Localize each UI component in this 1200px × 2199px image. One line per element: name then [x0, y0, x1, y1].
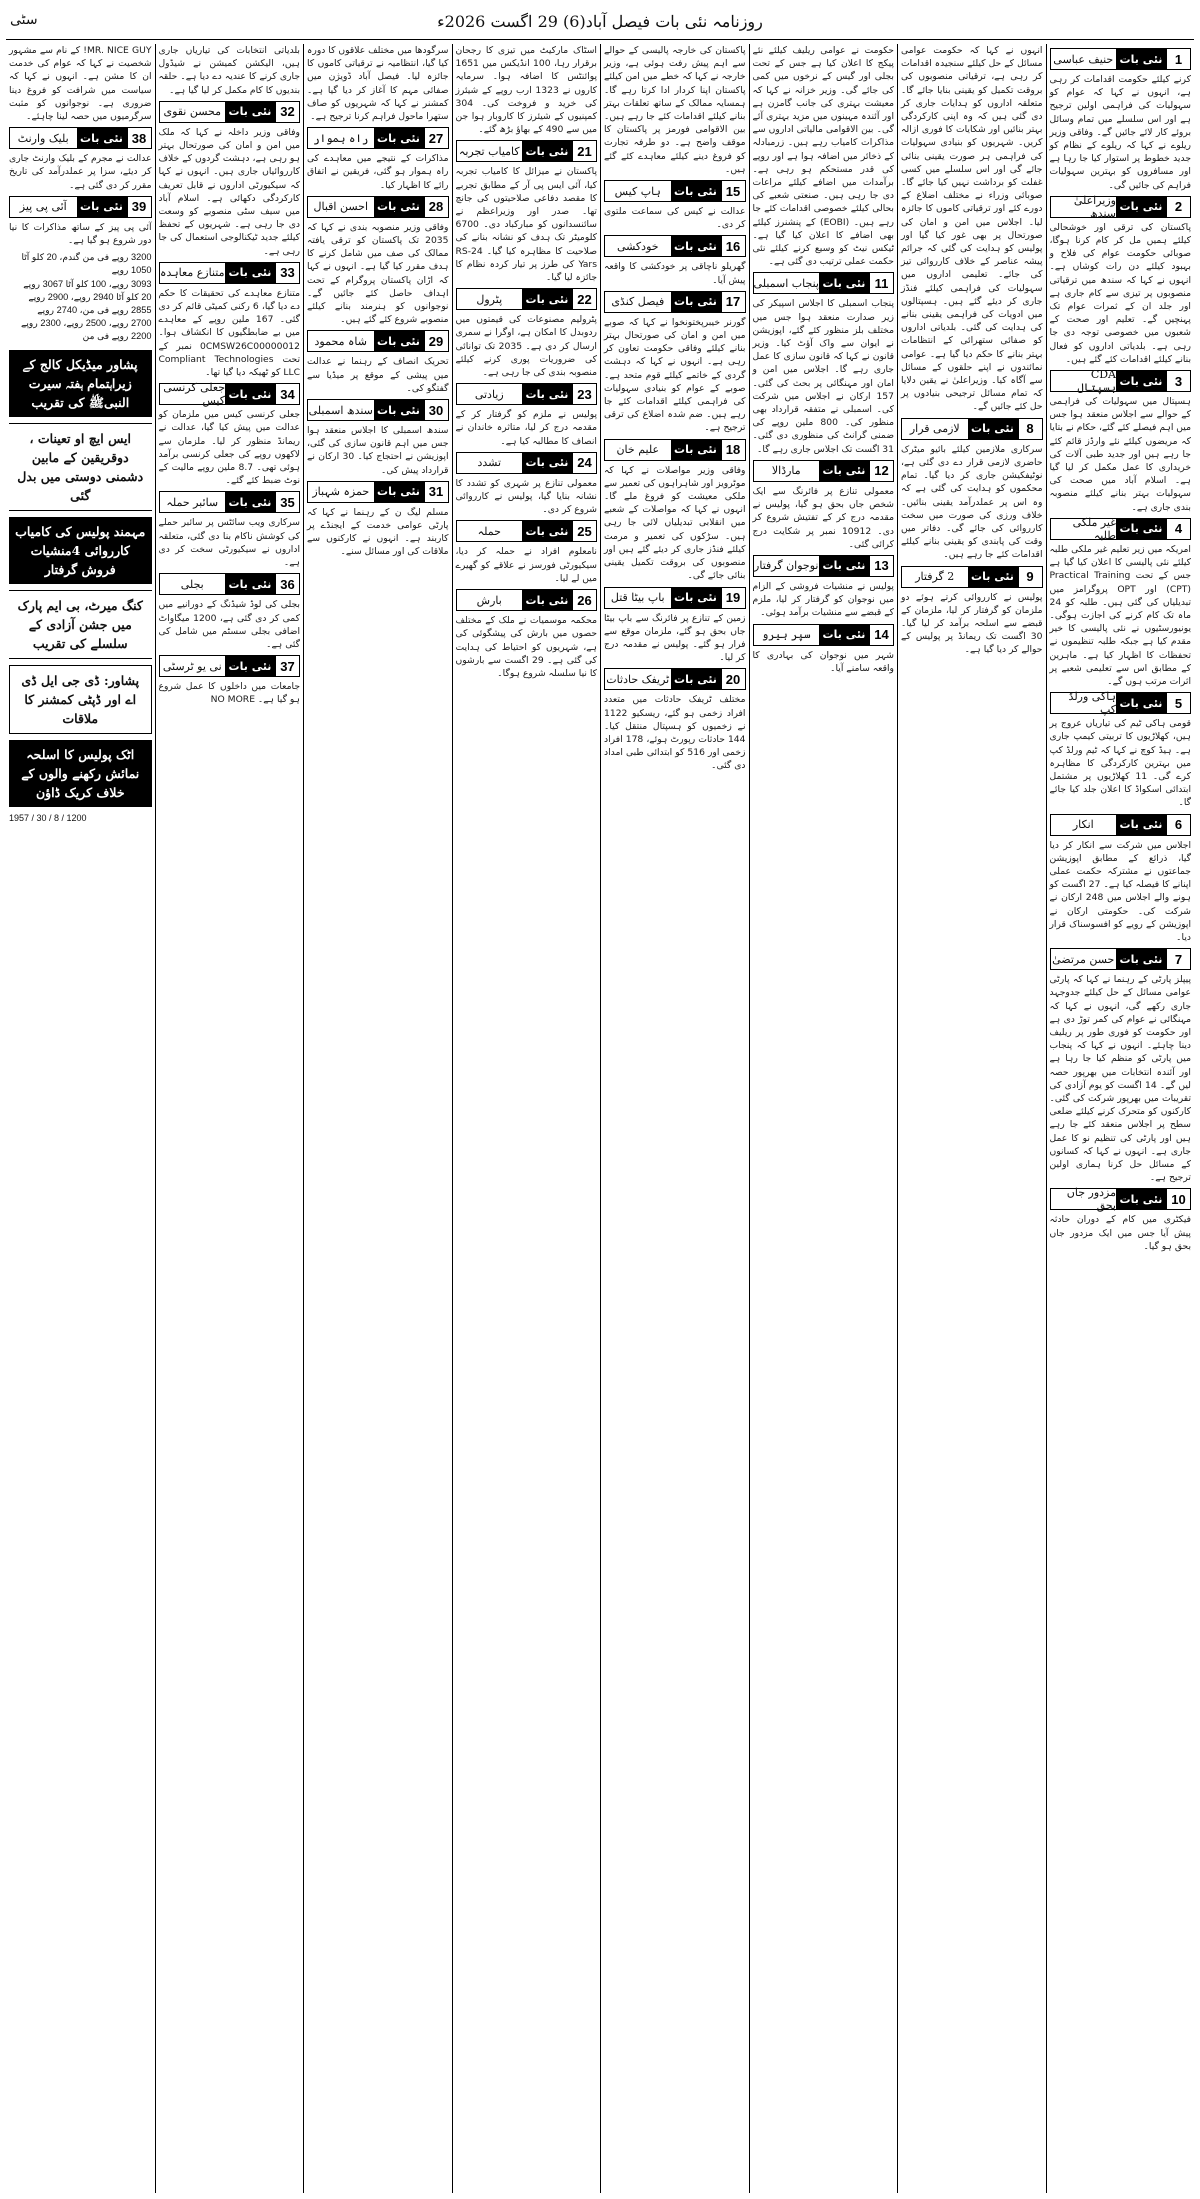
news-item-number: 3: [1166, 371, 1190, 391]
news-item-number: 1: [1166, 49, 1190, 69]
news-item: [456, 44, 598, 136]
news-item: [753, 44, 895, 268]
rate-line: 3200 روپے فی من گندم، 20 کلو آٹا 1050 روپے: [21, 252, 152, 276]
brand-label: نئی بات: [374, 197, 424, 217]
news-item-title: پٹرول: [476, 292, 503, 306]
news-item-body: متنازع معاہدے کی تحقیقات کا حکم دے دیا گیا، 6 رکنی کمیٹی قائم کر دی گئی۔ 167 ملین روپے کے معاہدے میں بے ضابطگیوں کا انکشاف ہوا۔ 0CMSW26C00000012 نمبر کے تحت Compliant Technologies LLC کو ٹھیکہ دیا گیا تھا۔: [158, 287, 300, 379]
brand-label: نئی بات: [819, 625, 869, 645]
news-item-title: نی یو ٹرسٹی: [162, 659, 222, 673]
news-item-title: آئی پی پیز: [19, 200, 67, 214]
brand-label: نئی بات: [522, 289, 572, 309]
news-item-body: پاکستان کی خارجہ پالیسی کے حوالے سے اہم پیش رفت ہوئی ہے، وزیر خارجہ نے کہا کہ خطے میں امن کیلئے پاکستان اپنا کردار ادا کرتا رہے گا۔ ہمسایہ ممالک کے ساتھ تعلقات بہتر بنانے کیلئے اقدامات کئے جا رہے ہیں۔ بین الاقوامی فورمز پر پاکستان کا موقف واضح ہے۔ دو طرفہ تجارت کو فروغ دینے کیلئے معاہدے کئے گئے ہیں۔: [604, 45, 746, 175]
news-item-title: فیصل کنڈی: [611, 295, 665, 309]
news-item: [1049, 515, 1192, 688]
side-headline: مہمند پولیس کی کامیاب کارروائی 4منشیات فروش گرفتار: [9, 517, 152, 584]
news-item: [1049, 193, 1192, 366]
news-item-title: ہاکی ورلڈ کپ: [1068, 690, 1116, 717]
news-item-title: شاہ محمود: [314, 334, 367, 348]
news-item-title: بارش: [476, 593, 502, 607]
news-item-number: 13: [869, 556, 893, 576]
news-item-header: [1050, 48, 1192, 70]
news-item-body: پاکستان کی ترقی اور خوشحالی کیلئے ہمیں مل کر کام کرنا ہوگا، صوبائی حکومت عوام کی فلاح و بہبود کیلئے دن رات کوشاں ہے۔ انہوں نے کہا کہ سندھ میں ترقیاتی منصوبوں پر تیزی سے کام جاری ہے اور جلد ان کے ثمرات عوام تک پہنچیں گے۔ تعلیم اور صحت کے شعبوں میں خصوصی توجہ دی جا رہی ہے۔ بلدیاتی اداروں کو فعال بنانے کیلئے اقدامات کئے گئے ہیں۔: [1049, 221, 1191, 365]
newspaper-page: [6, 6, 1194, 2193]
brand-label: نئی بات: [374, 482, 424, 502]
news-item-body: MR. NICE GUY! کے نام سے مشہور شخصیت نے کہا کہ عوام کی خدمت ان کا مشن ہے۔ انہوں نے کہا کہ سیاست میں شرافت کو فروغ دینا ضروری ہے۔ نوجوانوں کو مثبت سرگرمیوں میں حصہ لینا چاہئے۔: [9, 45, 152, 123]
news-item: [159, 44, 301, 97]
news-item-header: [753, 624, 895, 646]
side-headline: پشاور: ڈی جی ایل ڈی اے اور ڈپٹی کمشنر کا ملاقات: [9, 665, 152, 734]
brand-label: نئی بات: [671, 181, 721, 201]
news-item-number: 12: [869, 461, 893, 481]
news-item-number: 25: [572, 521, 596, 541]
news-item-number: 32: [275, 102, 299, 122]
brand-label: نئی بات: [225, 656, 275, 676]
brand-label: نئی بات: [522, 521, 572, 541]
news-item-title: متنازع معاہدہ: [160, 266, 225, 280]
news-item-title: وزیراعلیٰ سندھ: [1073, 193, 1116, 220]
news-item-title: سائبر حملہ: [166, 495, 219, 509]
news-item-header: [307, 127, 449, 149]
brand-label: نئی بات: [671, 669, 721, 689]
brand-label: نئی بات: [522, 590, 572, 610]
news-item: [901, 418, 1043, 562]
news-item-number: 16: [721, 236, 745, 256]
news-item: [753, 555, 895, 620]
news-item-title: سپر ہیرو: [761, 628, 811, 642]
news-item-body: کرنے کیلئے حکومت اقدامات کر رہی ہے، انہوں نے کہا کہ عوام کو سہولیات کی فراہمی اولین ترجیح ہے اور اس سلسلے میں تمام وسائل بروئے کار لائے جائیں گے۔ وفاقی وزیر ریلوے نے کہا کہ ریلوے کے نظام کو جدید خطوط پر استوار کیا جا رہا ہے اور مسافروں کو بہترین سہولیات فراہم کی جائیں گی۔: [1049, 74, 1191, 191]
news-item-header: [753, 272, 895, 294]
news-item-number: 10: [1166, 1189, 1190, 1209]
section-tag: سٹی: [10, 12, 38, 28]
brand-label: نئی بات: [1116, 949, 1166, 969]
news-item-body: سرکاری ملازمین کیلئے بائیو میٹرک حاضری لازمی قرار دے دی گئی ہے، نوٹیفکیشن جاری کر دیا گیا۔ تمام محکموں کو ہدایت کی گئی ہے کہ وہ اس پر عملدرآمد یقینی بنائیں۔ خلاف ورزی کی صورت میں سخت کارروائی کی جائے گی۔ دفاتر میں وقت کی پابندی کو یقینی بنانے کیلئے اقدامات کئے جا رہے ہیں۔: [901, 443, 1043, 561]
news-item: [307, 481, 449, 559]
news-item-number: 18: [721, 440, 745, 460]
news-item: [159, 491, 301, 569]
news-item-body: مذاکرات کے نتیجے میں معاہدے کی راہ ہموار ہو گئی، فریقین نے اتفاق رائے کا اظہار کیا۔: [307, 153, 449, 191]
news-item: [604, 439, 746, 583]
news-item-header: [1050, 193, 1192, 220]
news-item-header: [753, 460, 895, 482]
news-item: [456, 589, 598, 680]
news-item-header: [1050, 948, 1192, 970]
news-item-body: پیپلز پارٹی کے رہنما نے کہا کہ پارٹی عوامی مسائل کے حل کیلئے جدوجہد جاری رکھے گی، انہوں نے کہا کہ مہنگائی نے عوام کی کمر توڑ دی ہے اور حکومت کو فوری طور پر ریلیف دینا چاہئے۔ انہوں نے کہا کہ پنجاب میں پارٹی کو منظم کیا جا رہا ہے اور آئندہ انتخابات میں بھرپور حصہ لیں گے۔ 14 اگست کو یوم آزادی کی تقریبات میں بھرپور شرکت کی گئی۔ کارکنوں کو متحرک کرنے کیلئے ضلعی سطح پر اجلاس منعقد کئے جا رہے ہیں اور پارٹی کی تنظیم نو کا عمل جاری ہے۔ انہوں نے کہا کہ کسانوں کے مسائل حل کرنا ہماری اولین ترجیح ہے۔: [1049, 974, 1191, 1184]
commodity-rates: [9, 251, 152, 343]
news-item-title: غیر ملکی طلبہ: [1072, 515, 1116, 542]
brand-label: نئی بات: [1116, 49, 1166, 69]
news-item-title: پنجاب اسمبلی: [753, 276, 819, 290]
brand-label: نئی بات: [374, 400, 424, 420]
news-item-title: حنیف عباسی: [1053, 52, 1114, 66]
rate-line: 2700 روپے، 2500 روپے، 2300 روپے: [20, 318, 152, 329]
brand-label: نئی بات: [374, 331, 424, 351]
news-item-body: عدالت نے مجرم کے بلیک وارنٹ جاری کر دیئے، سزا پر عملدرآمد کی تاریخ مقرر کر دی گئی ہے۔: [9, 153, 152, 191]
news-item: [159, 101, 301, 258]
news-item-title: علیم خان: [616, 443, 660, 457]
news-item-title: جعلی کرنسی کیس: [163, 381, 225, 408]
news-item-header: [1050, 368, 1192, 395]
news-item-header: [604, 235, 746, 257]
news-item-header: [456, 589, 598, 611]
news-item-title: مارڈالا: [771, 464, 801, 478]
news-item-title: بلیک وارنٹ: [17, 131, 69, 145]
news-item-header: [307, 481, 449, 503]
news-item-title: خودکشی: [616, 239, 659, 253]
news-item-header: [9, 127, 152, 149]
news-item-header: [604, 587, 746, 609]
brand-label: نئی بات: [819, 556, 869, 576]
news-item: [307, 399, 449, 477]
news-item-body: پنجاب اسمبلی کا اجلاس اسپیکر کی زیر صدارت منعقد ہوا جس میں مختلف بلز منظور کئے گئے، اپوزیشن نے ایوان سے واک آؤٹ کیا۔ وزیر قانون نے کہا کہ قانون سازی کا عمل جاری رہے گا۔ اجلاس میں امن و امان اور مہنگائی پر بحث کی گئی۔ 157 ارکان نے اجلاس میں شرکت کی۔ اسمبلی نے متفقہ قرارداد بھی منظور کی۔ 800 ملین روپے کی ضمنی گرانٹ کی منظوری دی گئی۔ 31 اگست تک اجلاس جاری رہے گا۔: [752, 298, 894, 455]
news-item-number: 14: [869, 625, 893, 645]
news-item: [1050, 692, 1192, 809]
news-item-number: 34: [275, 384, 299, 404]
column-5: [452, 44, 601, 2193]
brand-label: نئی بات: [225, 102, 275, 122]
column-3: [749, 44, 898, 2193]
news-item-body: زمین کے تنازع پر فائرنگ سے باپ بیٹا جاں بحق ہو گئے، ملزمان موقع سے فرار ہو گئے۔ پولیس نے مقدمہ درج کر لیا۔: [604, 612, 746, 664]
news-item-header: [456, 383, 598, 405]
news-item-title: لازمی قرار: [909, 422, 960, 436]
news-item-header: [1050, 1186, 1192, 1213]
side-headline: اٹک پولیس کا اسلحہ نمائش رکھنے والوں کے خلاف کریک ڈاؤن: [9, 740, 152, 807]
side-headline: پشاور میڈیکل کالج کے زیراہتمام ہفتہ سیرت النبیﷺ کی تقریب: [9, 350, 152, 417]
news-item: [456, 288, 598, 379]
news-item-header: [901, 566, 1043, 588]
news-item-title: باپ بیٹا قتل: [610, 591, 665, 604]
side-headline: کنگ میرٹ، بی ایم پارک میں جشن آزادی کے سلسلے کی تقریب: [9, 590, 152, 659]
news-item: [159, 383, 301, 487]
news-item-title: انکار: [1072, 818, 1094, 832]
brand-label: نئی بات: [819, 273, 869, 293]
news-item-header: [1050, 515, 1192, 542]
news-item-number: 38: [127, 128, 151, 148]
news-item-body: سرکاری ویب سائٹس پر سائبر حملے کی کوشش ناکام بنا دی گئی، متعلقہ اداروں نے سیکیورٹی سخت کر دی ہے۔: [158, 517, 300, 569]
brand-label: نئی بات: [1116, 197, 1166, 217]
brand-label: نئی بات: [522, 141, 572, 161]
news-item-header: [456, 452, 598, 474]
column-1: [1046, 44, 1195, 2193]
news-item: [9, 196, 152, 247]
news-item-number: 36: [275, 574, 299, 594]
news-item-body: وفاقی وزیر مواصلات نے کہا کہ موٹرویز اور شاہراہوں کی تعمیر سے ملکی معیشت کو فروغ ملے گا۔ انہوں نے کہا کہ مواصلات کے شعبے میں انقلابی تبدیلیاں لائی جا رہی ہیں۔ سڑکوں کی تعمیر و مرمت کیلئے فنڈز جاری کر دیئے گئے ہیں اور منصوبوں کی بروقت تکمیل یقینی بنائی جائے گی۔: [604, 464, 746, 582]
news-item-number: 4: [1166, 519, 1190, 539]
news-item-number: 6: [1166, 815, 1190, 835]
news-item-header: [604, 180, 746, 202]
news-item-title: CDA ہسپتال: [1077, 368, 1116, 395]
news-item-body: سرگودھا میں مختلف علاقوں کا دورہ کیا گیا، انتظامیہ نے ترقیاتی کاموں کا جائزہ لیا۔ فیصل آباد ڈویژن میں صفائی مہم کا آغاز کر دیا گیا ہے۔ کمشنر نے کہا کہ شہریوں کو صاف ستھرا ماحول فراہم کرنا ترجیح ہے۔: [307, 45, 449, 123]
news-item: [307, 44, 449, 123]
news-item: [1050, 370, 1192, 514]
column-7: [155, 44, 304, 2193]
news-item: [159, 573, 301, 651]
brand-label: نئی بات: [671, 440, 721, 460]
news-columns: [6, 44, 1194, 2193]
news-item-number: 19: [721, 588, 745, 608]
rate-line: 2200 روپے فی من: [82, 331, 152, 342]
brand-label: نئی بات: [1116, 1189, 1166, 1209]
news-item-header: [159, 655, 301, 677]
news-item-body: معمولی تنازع پر شہری کو تشدد کا نشانہ بنایا گیا، پولیس نے کارروائی شروع کر دی۔: [455, 477, 597, 516]
news-item-number: 15: [721, 181, 745, 201]
news-item-body: وفاقی وزیر منصوبہ بندی نے کہا کہ 2035 تک پاکستان کو ترقی یافتہ ممالک کی صف میں شامل کرنے کا ہدف مقرر کیا گیا ہے۔ انہوں نے کہا کہ اڑان پاکستان پروگرام کے تحت اہداف حاصل کئے جائیں گے۔ نوجوانوں کو ہنرمند بنانے کیلئے منصوبے شروع کئے گئے ہیں۔: [307, 221, 449, 326]
news-item-number: 20: [721, 669, 745, 689]
brand-label: نئی بات: [374, 128, 424, 148]
news-item-body: تحریک انصاف کے رہنما نے عدالت میں پیشی کے موقع پر میڈیا سے گفتگو کی۔: [307, 356, 449, 394]
brand-label: نئی بات: [671, 236, 721, 256]
brand-label: نئی بات: [225, 263, 275, 283]
news-item-title: نوجوان گرفتار: [754, 559, 819, 573]
news-item-body: انہوں نے کہا کہ حکومت عوامی مسائل کے حل کیلئے سنجیدہ اقدامات کر رہی ہے، ترقیاتی منصوبوں کی بروقت تکمیل کو یقینی بنایا جائے گا۔ متعلقہ اداروں کو ہدایات جاری کر دی گئی ہیں کہ وہ اپنی کارکردگی بہتر بنائیں اور شکایات کا فوری ازالہ کریں۔ شہریوں کو بنیادی سہولیات کی فراہمی ہر صورت یقینی بنائی جائے گی اور اس سلسلے میں کسی غفلت کو برداشت نہیں کیا جائے گا۔ صوبائی وزراء نے مختلف اضلاع کے دورے کئے اور ترقیاتی کاموں کا جائزہ لیا۔ اجلاس میں امن و امان کی صورتحال پر بھی غور کیا گیا اور پولیس کو ہدایت کی گئی کہ جرائم پیشہ عناصر کے خلاف کارروائی تیز کی جائے۔ تعلیمی اداروں میں سہولیات کی فراہمی کیلئے فنڈز جاری کر دیئے گئے ہیں۔ ہسپتالوں میں ادویات کی فراہمی یقینی بنانے کی ہدایت کی گئی۔ بلدیاتی اداروں کو صفائی ستھرائی کے انتظامات بہتر بنانے کا حکم دیا گیا ہے۔ عوامی نمائندوں نے اپنے حلقوں کے مسائل سے آگاہ کیا۔ وزیراعلیٰ نے یقین دلایا کہ تمام مسائل ترجیحی بنیادوں پر حل کئے جائیں گے۔: [901, 45, 1043, 413]
news-item-body: معمولی تنازع پر فائرنگ سے ایک شخص جاں بحق ہو گیا، پولیس نے مقدمہ درج کر کے تفتیش شروع کر دی۔ 10912 نمبر پر شکایت درج کرائی گئی۔: [752, 485, 894, 550]
news-item-number: 9: [1018, 567, 1042, 587]
news-item-body: وفاقی وزیر داخلہ نے کہا کہ ملک میں امن و امان کی صورتحال بہتر ہو رہی ہے، دہشت گردوں کے خلاف کارروائیاں جاری ہیں۔ انہوں نے کہا کہ سیکیورٹی اداروں نے قابل تعریف کارکردگی دکھائی ہے۔ اسلام آباد میں سیف سٹی منصوبے کو وسعت دی جا رہی ہے۔ شہریوں کے تحفظ کیلئے جدید ٹیکنالوجی استعمال کی جا رہی ہے۔: [158, 126, 300, 257]
news-item-number: 2: [1166, 197, 1190, 217]
news-item-body: ہسپتال میں سہولیات کی فراہمی کے حوالے سے اجلاس منعقد ہوا جس میں اہم فیصلے کئے گئے، حکام نے بتایا کہ مریضوں کیلئے نئے وارڈز قائم کئے جا رہے ہیں اور جدید طبی آلات کی خریداری کا عمل مکمل کر لیا گیا ہے۔ اسلام آباد میں صحت کی سہولیات بہتر بنانے کیلئے منصوبہ بندی جاری ہے۔: [1049, 396, 1191, 513]
column-2: [897, 44, 1046, 2193]
news-item-number: 28: [424, 197, 448, 217]
news-item-number: 8: [1018, 419, 1042, 439]
brand-label: نئی بات: [1116, 371, 1166, 391]
news-item: [9, 44, 152, 123]
news-item-header: [307, 330, 449, 352]
news-item-body: سندھ اسمبلی کا اجلاس منعقد ہوا جس میں اہم قانون سازی کی گئی، اپوزیشن نے احتجاج کیا۔ 30 ارکان نے قرارداد پیش کی۔: [307, 425, 449, 476]
news-item-header: [159, 491, 301, 513]
news-item-body: پاکستان نے میزائل کا کامیاب تجربہ کیا، آئی ایس پی آر کے مطابق تجربے کا مقصد دفاعی صلاحیتوں کی جانچ تھا۔ صدر اور وزیراعظم نے سائنسدانوں کو مبارکباد دی۔ 6700 کلومیٹر تک ہدف کو نشانہ بنانے کی صلاحیت کا مظاہرہ کیا گیا۔ RS-24 Yars کی طرز پر تیار کردہ نظام کا جائزہ لیا گیا۔: [455, 166, 597, 284]
news-item-number: 39: [127, 197, 151, 217]
news-item-number: 23: [572, 384, 596, 404]
news-item-body: پولیس نے ملزم کو گرفتار کر کے مقدمہ درج کر لیا، متاثرہ خاندان نے انصاف کا مطالبہ کیا ہے۔: [455, 409, 597, 447]
news-item-header: [1050, 690, 1192, 717]
news-item-header: [9, 196, 152, 218]
side-headline: ایس ایچ او تعینات ، دوقریقین کے مابین دشمنی دوستی میں بدل گئی: [9, 423, 152, 511]
news-item-number: 24: [572, 453, 596, 473]
news-item: [456, 383, 598, 448]
brand-label: نئی بات: [225, 384, 275, 404]
news-item-title: زیادتی: [474, 387, 504, 401]
news-item-header: [753, 555, 895, 577]
news-item-body: قومی ہاکی ٹیم کی تیاریاں عروج پر ہیں، کھلاڑیوں کا تربیتی کیمپ جاری ہے۔ ہیڈ کوچ نے کہا کہ ٹیم ورلڈ کپ میں بہترین کارکردگی کا مظاہرہ کرے گی۔ 11 کھلاڑیوں پر مشتمل ابتدائی اسکواڈ کا اعلان جلد کیا جائے گا۔: [1049, 718, 1191, 809]
news-item-title: راہ ہموار: [313, 131, 369, 145]
news-item-body: گورنر خیبرپختونخوا نے کہا کہ صوبے میں امن و امان کی صورتحال بہتر بنانے کیلئے وفاقی حکومت تعاون کر رہی ہے۔ انہوں نے کہا کہ دہشت گردی کے خاتمے کیلئے قوم متحد ہے۔ صوبے کے عوام کو بنیادی سہولیات کی فراہمی کیلئے اقدامات کئے جا رہے ہیں۔ ضم شدہ اضلاع کی ترقی ترجیح ہے۔: [604, 316, 746, 434]
column-8: [6, 44, 155, 2193]
rate-line: 3093 روپے، 100 کلو آٹا 3067 روپے: [23, 278, 152, 289]
brand-label: نئی بات: [1116, 815, 1166, 835]
brand-label: نئی بات: [77, 197, 127, 217]
news-item-header: [159, 262, 301, 284]
news-item: [901, 566, 1043, 657]
news-item: [456, 452, 598, 517]
news-item-number: 31: [424, 482, 448, 502]
news-item-body: شہر میں نوجوان کی بہادری کا واقعہ سامنے آیا۔: [752, 649, 894, 674]
news-item: [1050, 814, 1192, 945]
news-item: [9, 127, 152, 192]
news-item: [604, 180, 746, 231]
news-item-title: تشدد: [477, 456, 502, 470]
news-item-body: آئی پی پیز کے ساتھ مذاکرات کا نیا دور شروع ہو گیا ہے۔: [9, 221, 152, 247]
news-item-body: بجلی کی لوڈ شیڈنگ کے دورانیے میں کمی کر دی گئی ہے، 1200 میگاواٹ اضافی بجلی سسٹم میں شامل کی گئی ہے۔: [158, 599, 300, 650]
news-item: [1050, 48, 1192, 192]
news-item-title: حملہ: [477, 524, 501, 538]
news-item-title: ٹریفک حادثات: [606, 672, 670, 686]
news-item-title: ہاپ کیس: [614, 184, 661, 198]
news-item-header: [604, 668, 746, 690]
news-item-number: 29: [424, 331, 448, 351]
news-item-body: گھریلو ناچاقی پر خودکشی کا واقعہ پیش آیا۔: [604, 261, 746, 286]
news-item-title: محسن نقوی: [163, 105, 222, 119]
news-item-title: 2 گرفتار: [915, 570, 955, 584]
news-item-number: 30: [424, 400, 448, 420]
news-item-body: حکومت نے عوامی ریلیف کیلئے نئے پیکج کا اعلان کیا ہے جس کے تحت بجلی اور گیس کے نرخوں میں کمی کی جائے گی۔ وزیر خزانہ نے کہا کہ معیشت بہتری کی جانب گامزن ہے اور آئندہ مہینوں میں مزید بہتری آئے گی۔ بین الاقوامی مالیاتی اداروں سے مذاکرات کامیاب رہے ہیں۔ زرمبادلہ کے ذخائر میں اضافہ ہوا ہے اور روپے کی قدر مستحکم ہو رہی ہے۔ برآمدات میں اضافے کیلئے مراعات دی جا رہی ہیں۔ صنعتی شعبے کی بحالی کیلئے خصوصی اقدامات کئے جا رہے ہیں۔ (EOBI) کے پنشنرز کیلئے بھی اضافے کا اعلان کیا گیا ہے۔ ٹیکس نیٹ کو وسیع کرنے کیلئے نئی حکمت عملی ترتیب دی گئی ہے۔: [752, 45, 894, 268]
news-item-header: [604, 291, 746, 313]
brand-label: نئی بات: [1116, 693, 1166, 713]
news-item-title: بجلی: [180, 577, 204, 591]
brand-label: نئی بات: [671, 588, 721, 608]
news-item-number: 11: [869, 273, 893, 293]
news-item: [604, 291, 746, 435]
news-item: [753, 272, 895, 455]
news-item-title: مزدور جاں بحق: [1066, 1186, 1116, 1213]
news-item-body: مختلف ٹریفک حادثات میں متعدد افراد زخمی ہو گئے، ریسکیو 1122 نے زخمیوں کو ہسپتال منتقل کیا۔ 144 حادثات رپورٹ ہوئے، 178 افراد زخمی اور 516 کو ابتدائی طبی امداد دی گئی۔: [604, 694, 746, 772]
news-item-body: مسلم لیگ ن کے رہنما نے کہا کہ پارٹی عوامی خدمت کے ایجنڈے پر کاربند ہے۔ انہوں نے کارکنوں سے ملاقات کی اور مسائل سنے۔: [307, 506, 449, 558]
news-item: [604, 235, 746, 286]
news-item-number: 21: [572, 141, 596, 161]
brand-label: نئی بات: [522, 453, 572, 473]
news-item-title: سندھ اسمبلی: [308, 403, 373, 417]
brand-label: نئی بات: [77, 128, 127, 148]
news-item: [456, 520, 598, 585]
news-item-header: [901, 418, 1043, 440]
news-item-number: 17: [721, 292, 745, 312]
news-item: [307, 196, 449, 327]
masthead-title: روزنامہ نئی بات فیصل آباد(6) 29 اگست 2026ء: [437, 12, 763, 31]
column-6: [303, 44, 452, 2193]
news-item-title: حمزہ شہباز: [312, 485, 370, 499]
brand-label: نئی بات: [225, 574, 275, 594]
news-item-number: 27: [424, 128, 448, 148]
rate-line: 20 کلو آٹا 2940 روپے، 2900 روپے: [28, 291, 152, 302]
news-item-header: [159, 101, 301, 123]
news-item-header: [307, 399, 449, 421]
news-item-body: پولیس نے منشیات فروشی کے الزام میں نوجوان کو گرفتار کر لیا، ملزم کے قبضے سے منشیات برآمد ہوئی۔: [752, 580, 894, 619]
news-item-number: 7: [1166, 949, 1190, 969]
news-item: [753, 460, 895, 551]
news-item-number: 33: [275, 263, 299, 283]
column-footnote: 1957 / 30 / 8 / 1200: [9, 812, 87, 823]
news-item-body: جعلی کرنسی کیس میں ملزمان کو عدالت میں پیش کیا گیا، عدالت نے ریمانڈ منظور کر لیا۔ ملزمان سے لاکھوں روپے کی جعلی کرنسی برآمد ہوئی تھی۔ 8.7 ملین روپے مالیت کے نوٹ ضبط کئے گئے۔: [158, 409, 300, 487]
brand-label: نئی بات: [671, 292, 721, 312]
news-item-header: [159, 381, 301, 408]
news-item-title: احسن اقبال: [313, 200, 369, 214]
news-item-title: حسن مرتضیٰ: [1052, 952, 1115, 966]
brand-label: نئی بات: [968, 419, 1018, 439]
column-4: [600, 44, 749, 2193]
news-item-header: [456, 288, 598, 310]
news-item: [456, 140, 598, 284]
brand-label: نئی بات: [1116, 519, 1166, 539]
news-item-number: 22: [572, 289, 596, 309]
news-item-header: [1050, 814, 1192, 836]
brand-label: نئی بات: [225, 492, 275, 512]
news-item: [307, 330, 449, 395]
news-item: [159, 262, 301, 379]
news-item-body: امریکہ میں زیر تعلیم غیر ملکی طلبہ کیلئے نئی پالیسی کا اعلان کیا گیا ہے جس کے تحت Practical Training (CPT) اور OPT پروگرامز میں تبدیلیاں کی گئی ہیں۔ طلبہ کو 24 ماہ تک کام کرنے کی اجازت ہوگی۔ یونیورسٹیوں نے نئی پالیسی کا خیر مقدم کیا ہے جبکہ طلبہ تنظیموں نے تحفظات کا اظہار کیا ہے۔ ماہرین کے مطابق اس سے تعلیمی شعبے پر اثرات مرتب ہوں گے۔: [1049, 543, 1192, 687]
news-item: [604, 668, 746, 772]
news-item-number: 5: [1166, 693, 1190, 713]
news-item: [159, 655, 301, 706]
news-item-body: نامعلوم افراد نے حملہ کر دیا، سیکیورٹی فورسز نے علاقے کو گھیرے میں لے لیا۔: [455, 546, 597, 584]
news-item-header: [604, 439, 746, 461]
news-item-header: [159, 573, 301, 595]
news-item: [604, 44, 746, 176]
news-item: [307, 127, 449, 192]
news-item: [604, 587, 746, 665]
rate-line: 2855 روپے فی من، 2740 روپے: [37, 305, 152, 316]
news-item-body: اجلاس میں شرکت سے انکار کر دیا گیا، ذرائع کے مطابق اپوزیشن جماعتوں نے مشترکہ حکمت عملی اپنانے کا فیصلہ کیا ہے۔ 27 اگست کو ہونے والے اجلاس میں 248 ارکان نے شرکت کی۔ حکومتی ارکان نے اپوزیشن کے رویے کو افسوسناک قرار دیا۔: [1049, 839, 1191, 943]
brand-label: نئی بات: [819, 461, 869, 481]
news-item-number: 26: [572, 590, 596, 610]
news-item-body: پولیس نے کارروائی کرتے ہوئے دو ملزمان کو گرفتار کر لیا، ملزمان کے قبضے سے اسلحہ برآمد کر لیا گیا۔ 30 اگست تک ریمانڈ پر پولیس کے حوالے کر دیا گیا ہے۔: [901, 591, 1043, 656]
brand-label: نئی بات: [968, 567, 1018, 587]
news-item-header: [456, 140, 598, 162]
news-item-number: 35: [275, 492, 299, 512]
news-item-body: پٹرولیم مصنوعات کی قیمتوں میں ردوبدل کا امکان ہے، اوگرا نے سمری ارسال کر دی ہے۔ 2035 تک توانائی کی ضروریات پوری کرنے کیلئے منصوبہ بندی کی جا رہی ہے۔: [455, 314, 597, 379]
news-item-header: [307, 196, 449, 218]
news-item-header: [456, 520, 598, 542]
news-item-body: جامعات میں داخلوں کا عمل شروع ہو گیا ہے۔ NO MORE: [158, 681, 300, 706]
news-item: [901, 44, 1043, 414]
news-item-body: فیکٹری میں کام کے دوران حادثہ پیش آیا جس میں ایک مزدور جاں بحق ہو گیا۔: [1049, 1214, 1191, 1252]
news-item: [753, 624, 895, 675]
news-item: [1050, 1188, 1192, 1253]
news-item-body: بلدیاتی انتخابات کی تیاریاں جاری ہیں، الیکشن کمیشن نے شیڈول جاری کرنے کا عندیہ دے دیا ہے۔ حلقہ بندیوں کا کام مکمل کر لیا گیا ہے۔: [158, 45, 300, 96]
news-item-title: کامیاب تجربہ: [458, 144, 520, 158]
news-item-body: عدالت نے کیس کی سماعت ملتوی کر دی۔: [604, 206, 746, 231]
news-item-number: 37: [275, 656, 299, 676]
news-item-body: اسٹاک مارکیٹ میں تیزی کا رجحان برقرار رہا، 100 انڈیکس میں 1651 پوائنٹس کا اضافہ ہوا۔ سرمایہ کاروں نے 1323 ارب روپے کے شیئرز کی خرید و فروخت کی۔ 304 کمپنیوں کے شیئرز کا کاروبار ہوا جن میں سے 490 کے بھاؤ بڑھ گئے۔: [455, 45, 598, 136]
news-item-body: محکمہ موسمیات نے ملک کے مختلف حصوں میں بارش کی پیشگوئی کی ہے، شہریوں کو احتیاط کی ہدایت کی گئی ہے۔ 29 اگست سے بارشوں کا نیا سلسلہ شروع ہوگا۔: [455, 615, 597, 679]
news-item: [1050, 948, 1192, 1184]
masthead: [6, 6, 1194, 40]
brand-label: نئی بات: [522, 384, 572, 404]
